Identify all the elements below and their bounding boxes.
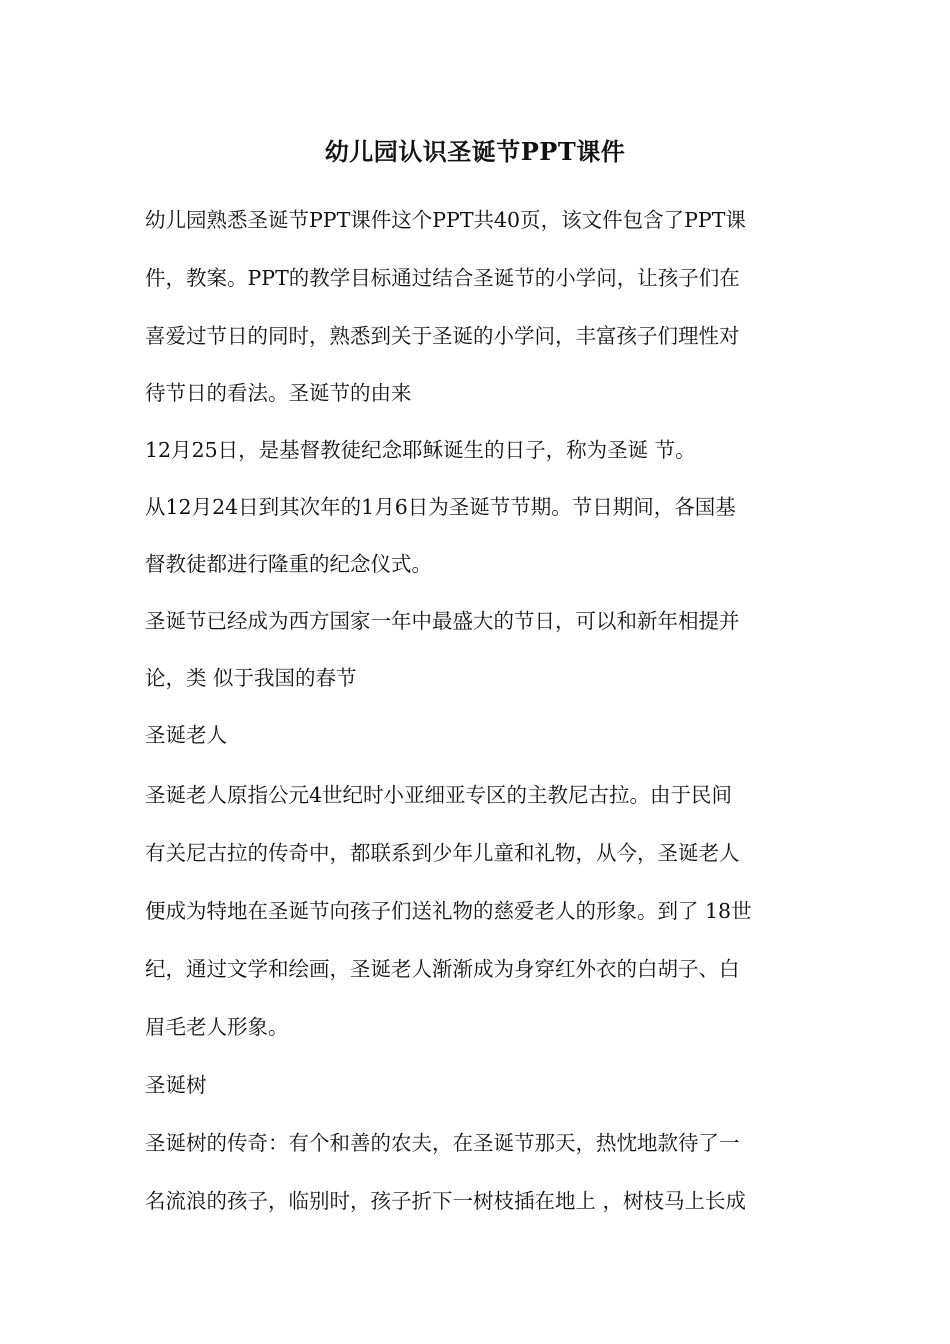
paragraph-line: 喜爱过节日的同时，熟悉到关于圣诞的小学问，丰富孩子们理性对 [145,324,740,348]
paragraph-line: 12月25日，是基督教徒纪念耶稣诞生的日子，称为圣诞 节。 [145,438,696,462]
paragraph-line: 圣诞节已经成为西方国家一年中最盛大的节日，可以和新年相提并 [145,609,740,633]
paragraph-line: 圣诞老人原指公元4世纪时小亚细亚专区的主教尼古拉。由于民间 [145,783,733,807]
section-heading: 圣诞老人 [145,723,227,747]
paragraph-line: 待节日的看法。圣诞节的由来 [145,381,412,405]
paragraph-line: 件，教案。PPT的教学目标通过结合圣诞节的小学问，让孩子们在 [145,266,740,290]
paragraph-line: 眉毛老人形象。 [145,1015,289,1039]
paragraph-line: 纪，通过文学和绘画，圣诞老人渐渐成为身穿红外衣的白胡子、白 [145,957,740,981]
section-heading: 圣诞树 [145,1073,207,1097]
paragraph-line: 论，类 似于我国的春节 [145,666,357,690]
document-title: 幼儿园认识圣诞节PPT课件 [324,137,626,166]
paragraph-line: 便成为特地在圣诞节向孩子们送礼物的慈爱老人的形象。到了 18世 [145,899,752,923]
paragraph-line: 督教徒都进行隆重的纪念仪式。 [145,552,432,576]
paragraph-line: 有关尼古拉的传奇中，都联系到少年儿童和礼物，从今，圣诞老人 [145,841,740,865]
paragraph-line: 圣诞树的传奇：有个和善的农夫，在圣诞节那天，热忱地款待了一 [145,1131,740,1155]
paragraph-line: 幼儿园熟悉圣诞节PPT课件这个PPT共40页，该文件包含了PPT课 [145,208,746,232]
paragraph-line: 从12月24日到其次年的1月6日为圣诞节节期。节日期间，各国基 [145,495,736,519]
paragraph-line: 名流浪的孩子，临别时，孩子折下一树枝插在地上 ，树枝马上长成 [145,1189,747,1213]
